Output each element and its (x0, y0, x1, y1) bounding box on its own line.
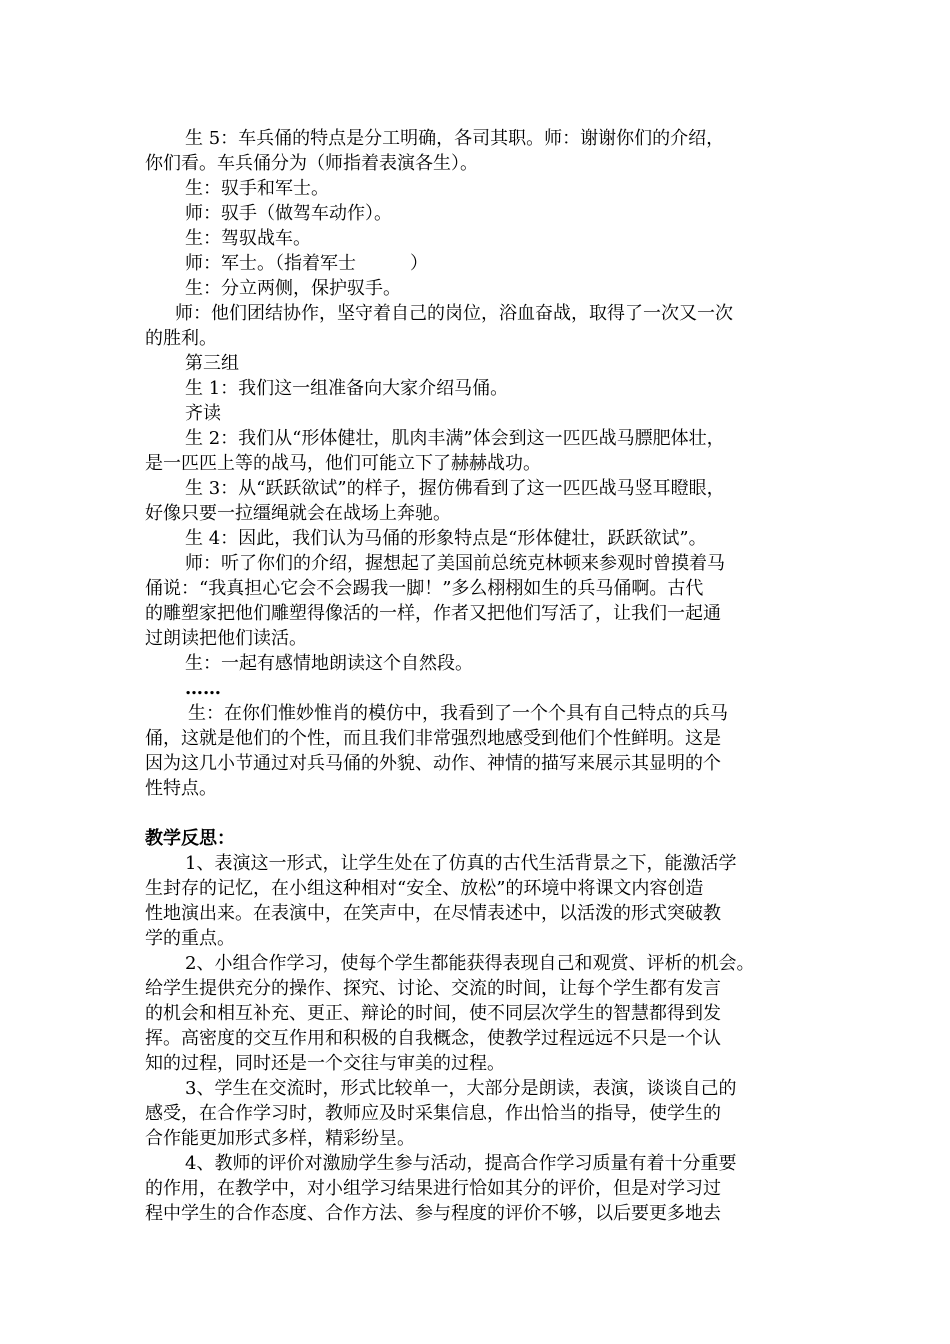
text-line: 生：驾驭战车。 (185, 228, 311, 249)
text-line: 程中学生的合作态度、合作方法、参与程度的评价不够，以后要更多地去 (145, 1203, 721, 1224)
text-line: 的机会和相互补充、更正、辩论的时间，使不同层次学生的智慧都得到发 (145, 1003, 721, 1024)
text-line: 师：他们团结协作，坚守着自己的岗位，浴血奋战，取得了一次又一次 (175, 303, 733, 324)
text-line: 1、表演这一形式，让学生处在了仿真的古代生活背景之下，能激活学 (185, 853, 737, 874)
text-line: 3、学生在交流时，形式比较单一，大部分是朗读，表演，谈谈自己的 (185, 1078, 737, 1099)
text-line: 第三组 (185, 353, 239, 374)
text-line: 因为这几小节通过对兵马俑的外貌、动作、神情的描写来展示其显明的个 (145, 753, 721, 774)
text-line: 的雕塑家把他们雕塑得像活的一样，作者又把他们写活了，让我们一起通 (145, 603, 721, 624)
text-line: 生 1：我们这一组准备向大家介绍马俑。 (185, 378, 509, 399)
text-line: 生：分立两侧，保护驭手。 (185, 278, 401, 299)
text-line: 俑说：“我真担心它会不会踢我一脚！”多么栩栩如生的兵马俑啊。古代 (145, 578, 704, 599)
text-line: 的作用，在教学中，对小组学习结果进行恰如其分的评价，但是对学习过 (145, 1178, 721, 1199)
text-line: 生：驭手和军士。 (185, 178, 329, 199)
text-line: 你们看。车兵俑分为（师指着表演各生）。 (145, 153, 478, 174)
text-line: 好像只要一拉缰绳就会在战场上奔驰。 (145, 503, 451, 524)
text-line: 性特点。 (145, 778, 217, 799)
text-line: 师：驭手（做驾车动作）。 (185, 203, 392, 224)
text-line: 生封存的记忆，在小组这种相对“安全、放松”的环境中将课文内容创造 (145, 878, 704, 899)
text-line: 生 4：因此，我们认为马俑的形象特点是“形体健壮，跃跃欲试”。 (185, 528, 707, 549)
text-line: 合作能更加形式多样，精彩纷呈。 (145, 1128, 415, 1149)
text-line: 性地演出来。在表演中，在笑声中，在尽情表述中，以活泼的形式突破教 (145, 903, 721, 924)
text-line: 生 3：从“跃跃欲试”的样子，握仿佛看到了这一匹匹战马竖耳瞪眼， (185, 478, 725, 499)
text-line: 生：在你们惟妙惟肖的模仿中，我看到了一个个具有自己特点的兵马 (188, 703, 728, 724)
text-line: 过朗读把他们读活。 (145, 628, 307, 649)
text-line: 师：听了你们的介绍，握想起了美国前总统克林顿来参观时曾摸着马 (185, 553, 725, 574)
text-line: 学的重点。 (145, 928, 235, 949)
text-line: 俑，这就是他们的个性，而且我们非常强烈地感受到他们个性鲜明。这是 (145, 728, 721, 749)
text-line: 感受，在合作学习时，教师应及时采集信息，作出恰当的指导，使学生的 (145, 1103, 721, 1124)
text-line: 挥。高密度的交互作用和积极的自我概念，使教学过程远远不只是一个认 (145, 1028, 721, 1049)
text-line: 齐读 (185, 403, 221, 424)
text-line: 生 5：车兵俑的特点是分工明确，各司其职。师：谢谢你们的介绍， (185, 128, 725, 149)
text-line: 是一匹匹上等的战马，他们可能立下了赫赫战功。 (145, 453, 541, 474)
text-line: 生：一起有感情地朗读这个自然段。 (185, 653, 473, 674)
ellipsis-line: …… (185, 678, 221, 699)
text-line: 2、小组合作学习，使每个学生都能获得表现自己和观赏、评析的机会。 (185, 953, 755, 974)
text-line: 的胜利。 (145, 328, 217, 349)
text-line: 给学生提供充分的操作、探究、讨论、交流的时间，让每个学生都有发言 (145, 978, 721, 999)
text-line: 知的过程，同时还是一个交往与审美的过程。 (145, 1053, 505, 1074)
text-line: 4、教师的评价对激励学生参与活动，提高合作学习质量有着十分重要 (185, 1153, 737, 1174)
text-line: 师：军士。（指着军士 ） (185, 253, 428, 274)
reflection-heading: 教学反思： (145, 828, 235, 849)
text-line: 生 2：我们从“形体健壮，肌肉丰满”体会到这一匹匹战马膘肥体壮， (185, 428, 725, 449)
